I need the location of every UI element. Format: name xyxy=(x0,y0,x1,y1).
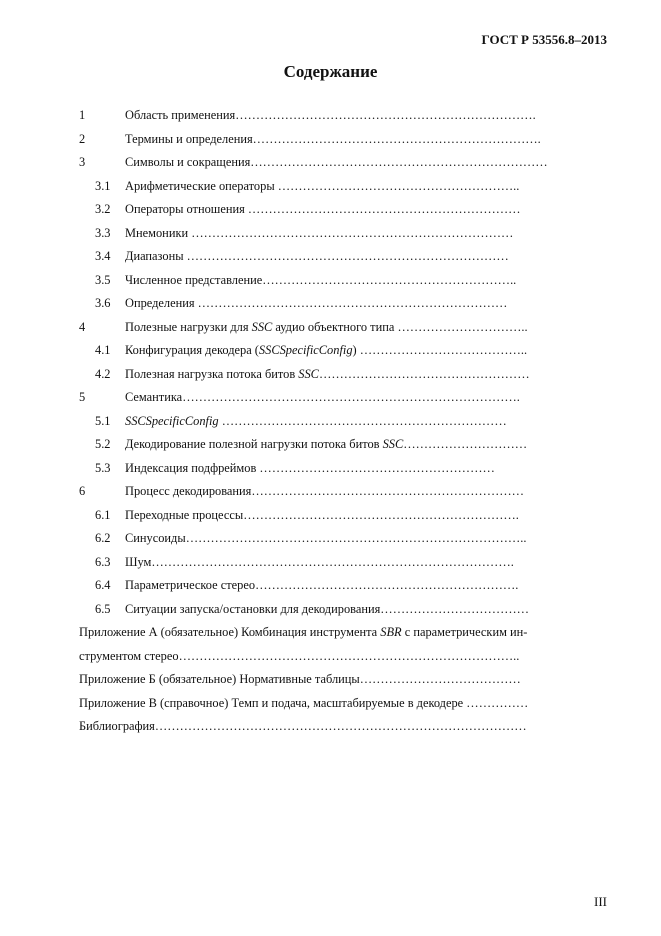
toc-entry-text xyxy=(125,531,186,545)
text-run: Символы и сокращения xyxy=(125,155,251,169)
leader-dots: ………………………… xyxy=(403,437,528,451)
toc-section-number: 3.6 xyxy=(95,296,111,310)
toc-entry-text xyxy=(125,155,250,169)
text-run: Приложение Б (обязательное) Нормативные таблицы xyxy=(79,672,360,686)
toc-entry[interactable] xyxy=(0,202,661,218)
text-run: Приложение В (справочное) Темп и подача, масштабируемые в декодере xyxy=(79,695,467,710)
toc-entry[interactable] xyxy=(0,414,661,430)
leader-dots: ………………………………………………………………………. xyxy=(182,390,520,404)
leader-dots: …………………………………………………………………… xyxy=(186,249,509,263)
text-run: Определения xyxy=(125,296,198,310)
text-run: Конфигурация декодера ( xyxy=(125,343,259,357)
page-title: Содержание xyxy=(283,62,378,81)
toc-section-number: 5.3 xyxy=(95,460,111,475)
toc-entry-text xyxy=(125,179,278,193)
toc-section-number: 3.3 xyxy=(95,225,111,240)
document-standard-number: ГОСТ Р 53556.8–2013 xyxy=(481,32,607,47)
toc-entry[interactable] xyxy=(0,226,661,242)
toc-entry-text xyxy=(125,437,403,451)
toc-entry[interactable] xyxy=(0,296,661,312)
toc-entry-text xyxy=(125,320,397,334)
toc-entry[interactable] xyxy=(0,249,661,265)
text-run: Термины и определения xyxy=(125,131,253,146)
toc-entry[interactable] xyxy=(0,367,661,383)
toc-section-number: 1 xyxy=(79,108,86,122)
italic-term: SSC xyxy=(298,366,319,381)
toc-section-number: 6.2 xyxy=(95,531,111,545)
toc-entry-text xyxy=(125,602,380,616)
text-run: Параметрическое стерео xyxy=(125,578,256,592)
toc-section-number: 6 xyxy=(79,484,86,498)
leader-dots: …………… xyxy=(466,695,529,710)
text-run: Процесс декодирования xyxy=(125,484,252,498)
toc-section-number: 4.2 xyxy=(95,366,111,381)
toc-section-number: 5 xyxy=(79,390,86,404)
toc-appendix-entry[interactable] xyxy=(0,672,661,688)
text-run: Семантика xyxy=(125,390,183,404)
text-run: Область применения xyxy=(125,108,236,122)
toc-entry[interactable] xyxy=(0,179,661,195)
leader-dots: ………………………………………………………………. xyxy=(235,108,536,122)
toc-entry[interactable] xyxy=(0,390,661,406)
leader-dots: ……………………………… xyxy=(380,601,529,616)
toc-entry[interactable] xyxy=(0,461,661,477)
italic-term: SSCSpecificConfig xyxy=(258,343,353,357)
text-run: Ситуации запуска/остановки для декодирования xyxy=(125,601,381,616)
toc-entry[interactable] xyxy=(0,343,661,359)
leader-dots: ………………………………………………… xyxy=(259,460,495,475)
toc-entry-text xyxy=(79,672,360,686)
text-run: Индексация подфреймов xyxy=(125,460,260,475)
toc-section-number: 6.3 xyxy=(95,554,111,569)
leader-dots: ……………………………………………………………………….. xyxy=(185,531,527,545)
leader-dots: ………………………………….. xyxy=(359,343,528,357)
toc-section-number: 3.4 xyxy=(95,249,111,263)
text-run: аудио объектного типа xyxy=(272,319,398,334)
toc-entry-text xyxy=(79,696,466,710)
toc-section-number: 3.1 xyxy=(95,178,111,193)
leader-dots: …………………………………………………………………… xyxy=(191,225,514,240)
toc-entry-text xyxy=(79,625,527,639)
toc-entry-text xyxy=(125,202,248,216)
text-run: Мнемоники xyxy=(125,225,192,240)
toc-entry-text xyxy=(125,296,198,310)
italic-term: SBR xyxy=(380,625,402,639)
toc-entry-text xyxy=(125,367,319,381)
leader-dots: …………………………………………………………. xyxy=(243,507,519,522)
leader-dots: ………………………………………………………… xyxy=(247,202,521,216)
italic-term: SSC xyxy=(382,437,404,451)
leader-dots: …………………………………………………………… xyxy=(221,413,507,428)
text-run: Диапазоны xyxy=(125,249,187,263)
toc-entry-text xyxy=(125,484,251,498)
toc-entry-text xyxy=(125,578,255,592)
toc-section-number: 3.5 xyxy=(95,272,111,287)
italic-term: SSCSpecificConfig xyxy=(125,413,219,428)
toc-entry-text xyxy=(125,108,235,122)
toc-entry[interactable] xyxy=(0,132,661,148)
toc-entry[interactable] xyxy=(0,508,661,524)
text-run: с параметрическим ин- xyxy=(401,625,528,639)
text-run: ) xyxy=(352,343,360,357)
text-run: Арифметические операторы xyxy=(125,178,278,193)
leader-dots: ……………………………………………………………………….. xyxy=(178,648,520,663)
toc-section-number: 5.2 xyxy=(95,437,111,451)
toc-appendix-entry[interactable] xyxy=(0,649,661,665)
toc-entry[interactable] xyxy=(0,108,661,124)
toc-section-number: 6.4 xyxy=(95,578,111,592)
toc-entry[interactable] xyxy=(0,484,661,500)
toc-entry-text xyxy=(125,273,262,287)
text-run: струментом стерео xyxy=(79,648,179,663)
toc-entry[interactable] xyxy=(0,602,661,618)
toc-entry-text xyxy=(125,132,253,146)
leader-dots: ………………………………………………….. xyxy=(277,178,520,193)
leader-dots: ………………………………………………………………… xyxy=(197,296,508,310)
toc-section-number: 5.1 xyxy=(95,413,111,428)
toc-appendix-entry[interactable] xyxy=(0,625,661,641)
toc-section-number: 2 xyxy=(79,131,86,146)
italic-term: SSC xyxy=(251,319,273,334)
toc-entry[interactable] xyxy=(0,578,661,594)
leader-dots: ……………………………………………………………………………. xyxy=(151,554,514,569)
toc-entry[interactable] xyxy=(0,531,661,547)
toc-entry[interactable] xyxy=(0,155,661,171)
toc-entry-text xyxy=(125,555,151,569)
leader-dots: ……………………………………………………………. xyxy=(252,131,541,146)
toc-section-number: 4 xyxy=(79,319,86,334)
leader-dots: ……………………………………………………………………………… xyxy=(154,719,527,733)
toc-section-number: 6.1 xyxy=(95,507,111,522)
leader-dots: …………………………………………………….. xyxy=(262,272,517,287)
toc-entry[interactable] xyxy=(0,320,661,336)
toc-entry-text xyxy=(79,719,155,733)
toc-section-number: 3 xyxy=(79,155,86,169)
toc-entry[interactable] xyxy=(0,437,661,453)
page-number: III xyxy=(594,894,607,909)
toc-section-number: 3.2 xyxy=(95,202,111,216)
toc-entry[interactable] xyxy=(0,273,661,289)
text-run: Операторы отношения xyxy=(125,202,248,216)
text-run: Полезная нагрузка потока битов xyxy=(125,366,299,381)
text-run: Шум xyxy=(125,554,152,569)
text-run: Приложение А (обязательное) Комбинация инструмента xyxy=(79,625,381,639)
toc-entry-text xyxy=(125,390,182,404)
toc-entry-text xyxy=(125,343,360,357)
toc-entry-text xyxy=(125,249,187,263)
toc-appendix-entry[interactable] xyxy=(0,719,661,735)
toc-section-number: 6.5 xyxy=(95,601,111,616)
toc-entry-text xyxy=(79,649,179,663)
text-run: Переходные процессы xyxy=(125,507,244,522)
leader-dots: ………………………………… xyxy=(359,672,521,686)
toc-entry-text xyxy=(125,226,191,240)
text-run: Декодирование полезной нагрузки потока битов xyxy=(125,437,383,451)
leader-dots: ……………………………………………………………… xyxy=(250,155,548,169)
text-run: Синусоиды xyxy=(125,531,186,545)
toc-entry-text xyxy=(125,414,222,428)
leader-dots: ………………………….. xyxy=(397,319,528,334)
toc-appendix-entry[interactable] xyxy=(0,696,661,712)
text-run: Полезные нагрузки для xyxy=(125,319,252,334)
toc-entry-text xyxy=(125,461,259,475)
toc-section-number: 4.1 xyxy=(95,343,111,357)
leader-dots: ………………………………………………………… xyxy=(251,484,524,498)
leader-dots: …………………………………………… xyxy=(318,366,530,381)
leader-dots: ………………………………………………………. xyxy=(255,578,519,592)
text-run: Библиография xyxy=(79,719,155,733)
text-run: Численное представление xyxy=(125,272,263,287)
toc-entry-text xyxy=(125,508,243,522)
toc-entry[interactable] xyxy=(0,555,661,571)
